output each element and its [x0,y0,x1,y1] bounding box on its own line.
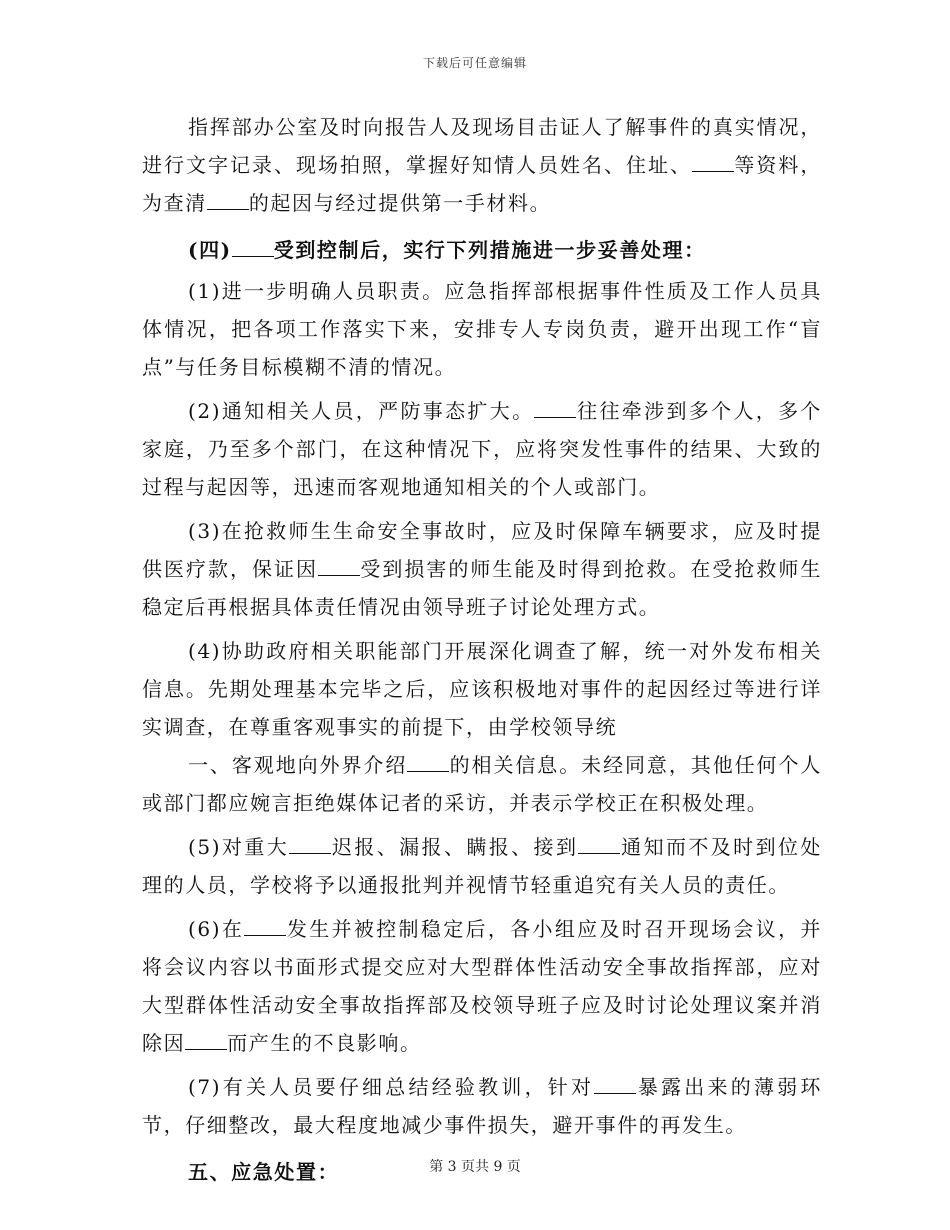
text-segment: 迟报、漏报、瞒报、接到 [331,835,579,859]
fill-blank [578,833,620,854]
fill-blank [318,555,360,576]
text-segment: (6)在 [188,917,245,941]
page-footer: 第 3 页共 9 页 [429,1159,521,1175]
fill-blank [207,189,249,210]
paragraph-item-6 [142,910,822,1062]
text-segment: 等资料，为查清 [142,153,822,215]
paragraph-item-2 [142,392,822,506]
text-segment: (3)在抢救师生生命安全事故时，应及时保障车辆要求，应及时提供医疗款，保证因 [142,519,822,581]
section-heading-4 [142,228,822,272]
paragraph-item-5 [142,828,822,904]
paragraph-item-3 [142,512,822,626]
text-segment: (7)有关人员要仔细总结经验教训，针对 [188,1075,595,1099]
text-segment: 的相关信息。未经同意，其他任何个人或部门都应婉言拒绝媒体记者的采访，并表示学校正在积极处理。 [142,753,823,815]
fill-blank [289,833,331,854]
text-segment: (2)通知相关人员，严防事态扩大。 [188,399,535,423]
paragraph-item-4 [142,632,822,746]
text-segment: 通知而不及时到位处理的人员，学校将予以通报批判并视情节轻重追究有关人员的责任。 [142,835,822,897]
fill-blank [244,915,286,936]
text-segment: 发生并被控制稳定后，各小组应及时召开现场会议，并将会议内容以书面形式提交应对大型群体性活动安全事故指挥部，应对大型群体性活动安全事故指挥部及校领导班子应及时讨论处理议案并消除因 [142,917,822,1055]
text-segment: 而产生的不良影响。 [227,1031,422,1055]
page-header: 下载后可任意编辑 [422,56,527,70]
text-segment: 一、客观地向外界介绍 [188,753,408,777]
fill-blank [692,151,734,172]
fill-blank [407,751,449,772]
fill-blank [232,236,274,257]
text-segment: 暴露出来的薄弱环节，仔细整改，最大程度地减少事件损失，避开事件的再发生。 [142,1075,822,1137]
text-segment: (4)协助政府相关职能部门开展深化调查了解，统一对外发布相关信息。先期处理基本完毕之后，应该积极地对事件的起因经过等进行详实调查，在尊重客观事实的前提下，由学校领导统 [142,639,822,739]
text-segment: 的起因与经过提供第一手材料。 [248,191,552,215]
document-body [142,108,822,1194]
fill-blank [185,1029,227,1050]
text-segment: (1)进一步明确人员职责。应急指挥部根据事件性质及工作人员具体情况，把各项工作落实下来，安排专人专岗负责，避开出现工作“盲点”与任务目标模糊不清的情况。 [142,279,822,379]
text-segment: 受到损害的师生能及时得到抢救。在受抢救师生稳定后再根据具体责任情况由领导班子讨论处理方式。 [142,557,822,619]
paragraph-item-1 [142,272,822,386]
paragraph-investigation [142,108,822,222]
text-segment: (四) [188,238,232,262]
text-segment: 受到控制后，实行下列措施进一步妥善处理： [273,238,706,262]
paragraph-unified-release [142,746,822,822]
fill-blank [534,397,576,418]
fill-blank [594,1073,636,1094]
text-segment: 五、应急处置： [188,1160,340,1184]
paragraph-item-7 [142,1068,822,1144]
text-segment: 往往牵涉到多个人，多个家庭，乃至多个部门，在这种情况下，应将突发性事件的结果、大致的过程与起因等，迅速而客观地通知相关的个人或部门。 [142,399,823,499]
text-segment: (5)对重大 [188,835,290,859]
text-segment: 指挥部办公室及时向报告人及现场目击证人了解事件的真实情况，进行文字记录、现场拍照，掌握好知情人员姓名、住址、 [142,115,822,177]
